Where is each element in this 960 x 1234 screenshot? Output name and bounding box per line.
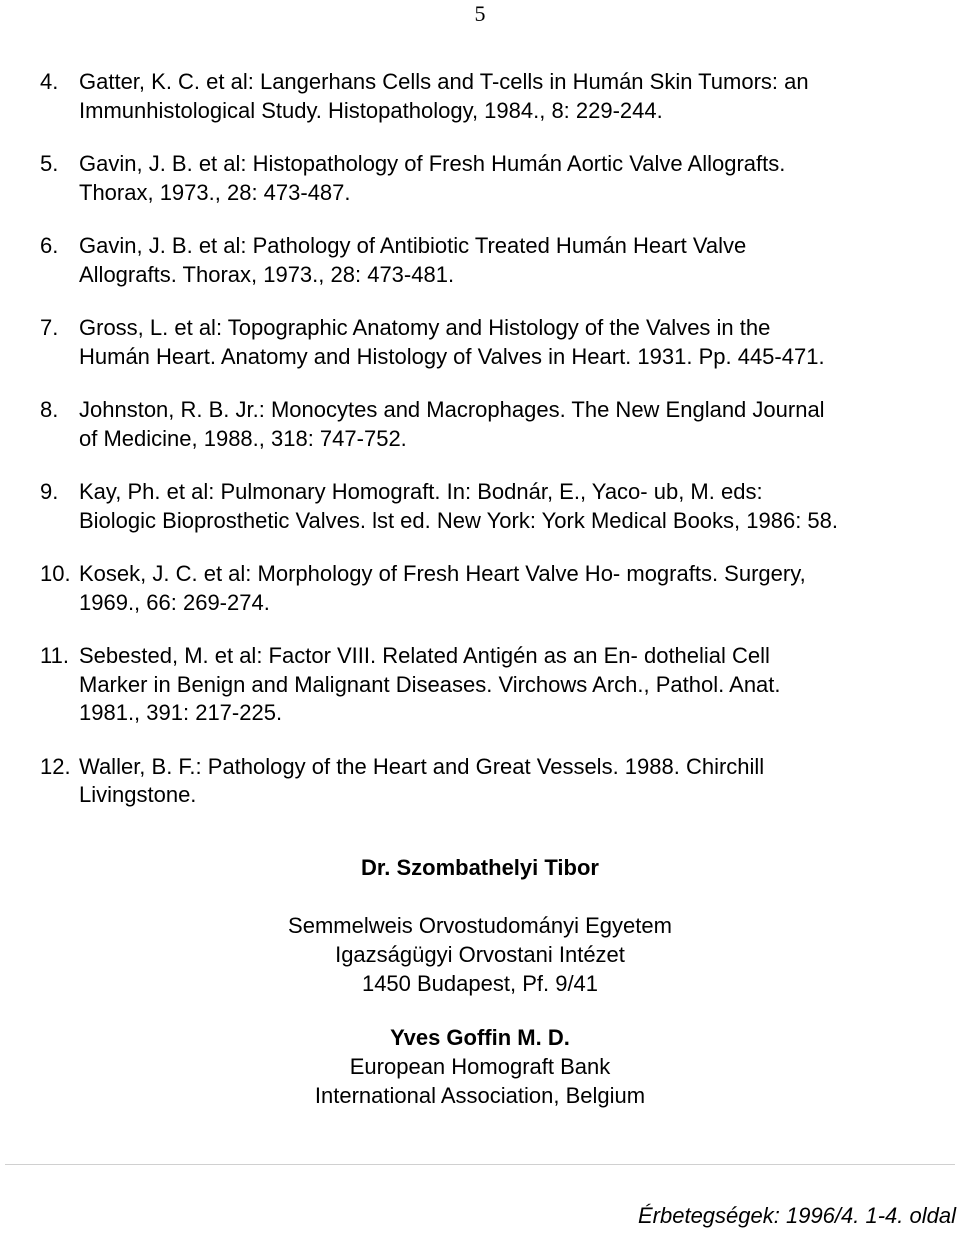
reference-line: Johnston, R. B. Jr.: Monocytes and Macrophages. The New England Journal	[79, 397, 825, 422]
author-affiliation: European Homograft Bank	[349, 1054, 611, 1079]
reference-line: Allografts. Thorax, 1973., 28: 473-481.	[79, 261, 455, 287]
footer-divider	[5, 1164, 955, 1165]
reference-item	[40, 642, 955, 728]
author-affiliation: Semmelweis Orvostudományi Egyetem	[288, 913, 672, 938]
reference-line: Gavin, J. B. et al: Histopathology of Fresh Humán Aortic Valve Allografts.	[79, 151, 786, 176]
reference-number: 9.	[40, 479, 59, 504]
reference-line: Kosek, J. C. et al: Morphology of Fresh Heart Valve Ho- mografts. Surgery,	[79, 561, 806, 586]
reference-item	[40, 68, 955, 125]
reference-item	[40, 478, 955, 535]
reference-item	[40, 560, 955, 617]
author-name: Yves Goffin M. D.	[390, 1025, 570, 1050]
reference-item	[40, 396, 955, 453]
author-affiliation: International Association, Belgium	[314, 1083, 646, 1108]
reference-line: Gavin, J. B. et al: Pathology of Antibiotic Treated Humán Heart Valve	[79, 233, 747, 258]
reference-line: Kay, Ph. et al: Pulmonary Homograft. In: Bodnár, E., Yaco- ub, M. eds:	[79, 479, 763, 504]
reference-line: Thorax, 1973., 28: 473-487.	[79, 179, 351, 205]
reference-line: Waller, B. F.: Pathology of the Heart and Great Vessels. 1988. Chirchill	[79, 753, 765, 779]
reference-number: 8.	[40, 397, 59, 422]
reference-line: 1969., 66: 269-274.	[79, 589, 270, 615]
reference-line: Humán Heart. Anatomy and Histology of Valves in Heart. 1931. Pp. 445-471.	[79, 343, 825, 369]
reference-number: 12.	[40, 753, 71, 779]
author-affiliation: Igazságügyi Orvostani Intézet	[335, 942, 625, 967]
reference-number: 5.	[40, 151, 59, 176]
reference-number: 7.	[40, 315, 59, 340]
reference-number: 6.	[40, 233, 59, 258]
reference-line: Gatter, K. C. et al: Langerhans Cells and T-cells in Humán Skin Tumors: an	[79, 69, 809, 94]
reference-line: Sebested, M. et al: Factor VIII. Related Antigén as an En- dothelial Cell	[79, 643, 770, 668]
reference-number: 11.	[40, 643, 69, 668]
reference-number: 10.	[40, 561, 71, 586]
reference-line: Livingstone.	[79, 782, 197, 807]
reference-item	[40, 150, 955, 207]
reference-line: of Medicine, 1988., 318: 747-752.	[79, 425, 407, 451]
reference-line: Marker in Benign and Malignant Diseases. Virchows Arch., Pathol. Anat.	[79, 671, 781, 697]
reference-line: 1981., 391: 217-225.	[79, 700, 283, 725]
page-number: 5	[474, 1, 486, 26]
reference-item	[40, 753, 955, 810]
reference-line: Gross, L. et al: Topographic Anatomy and Histology of the Valves in the	[79, 315, 771, 340]
reference-line: Immunhistological Study. Histopathology, 1984., 8: 229-244.	[79, 97, 663, 123]
author-contacts	[0, 853, 960, 1110]
author-address: 1450 Budapest, Pf. 9/41	[361, 971, 599, 996]
author-name: Dr. Szombathelyi Tibor	[361, 855, 599, 880]
reference-item	[40, 314, 955, 371]
reference-item	[40, 232, 955, 289]
reference-list	[40, 68, 955, 835]
reference-number: 4.	[40, 69, 59, 94]
journal-footer: Érbetegségek: 1996/4. 1-4. oldal	[637, 1203, 956, 1228]
reference-line: Biologic Bioprosthetic Valves. lst ed. New York: York Medical Books, 1986: 58.	[79, 507, 839, 533]
